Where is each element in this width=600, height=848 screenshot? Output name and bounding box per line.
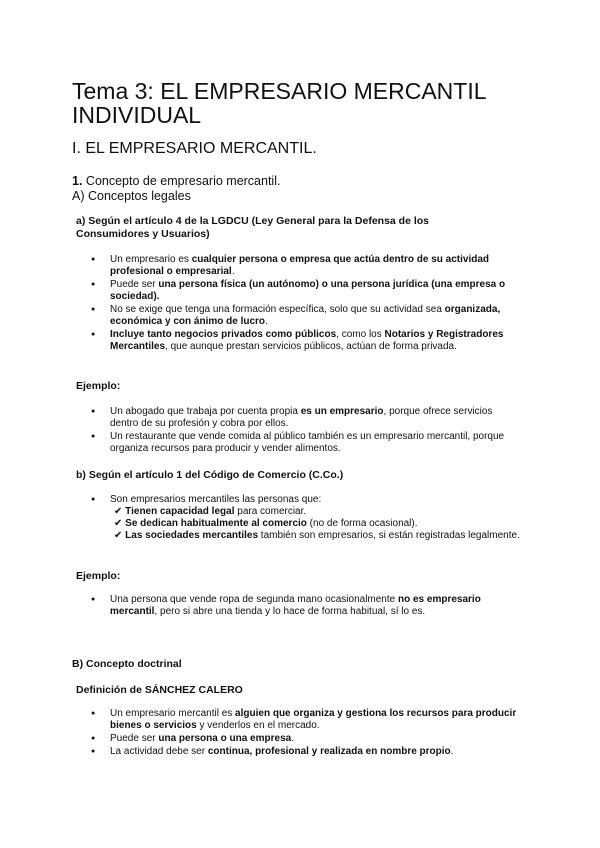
checkmark-icon: ✔ xyxy=(114,530,123,541)
checkmark-icon: ✔ xyxy=(114,518,123,529)
doctrinal-list xyxy=(91,708,521,758)
subsection-number: 1. xyxy=(72,174,83,188)
example-a-list xyxy=(91,406,521,455)
list-item: ● Un abogado que trabaja por cuenta propia es un empresario, porque ofrece servicios dentro de su profesión y cobra por ellos. xyxy=(91,406,521,430)
check-item: ✔ Las sociedades mercantiles también son empresarios, si están registradas legalmente. xyxy=(114,530,520,541)
part-a-heading: A) Conceptos legales xyxy=(72,189,191,203)
list-item: ● Un restaurante que vende comida al público también es un empresario mercantil, porque organiza recursos para producir y vender alimentos. xyxy=(91,431,521,455)
checkmark-icon: ✔ xyxy=(114,506,123,517)
list-item: ● No se exige que tenga una formación específica, solo que su actividad sea organizada, económica y con ánimo de lucro. xyxy=(91,304,521,328)
list-item: ● Puede ser una persona física (un autónomo) o una persona jurídica (una empresa o sociedad). xyxy=(91,279,521,303)
list-item: ● Un empresario mercantil es alguien que organiza y gestiona los recursos para producir bienes o servicios y venderlos en el mercado. xyxy=(91,708,521,732)
check-item: ✔ Se dedican habitualmente al comercio (no de forma ocasional). xyxy=(114,518,418,529)
definition-label: Definición de SÁNCHEZ CALERO xyxy=(76,684,243,696)
legal-b-heading: b) Según el artículo 1 del Código de Comercio (C.Co.) xyxy=(76,469,344,481)
subsection-title xyxy=(72,174,280,188)
list-item: ● La actividad debe ser continua, profesional y realizada en nombre propio. xyxy=(91,746,521,758)
example-b-list xyxy=(91,594,521,618)
list-item: ● Una persona que vende ropa de segunda mano ocasionalmente no es empresario mercantil, pero si abre una tienda y lo hace de forma habitual, sí lo es. xyxy=(91,594,521,618)
list-item: ● Incluye tanto negocios privados como públicos, como los Notarios y Registradores Mercantiles, que aunque prestan servicios públicos, actúan de forma privada. xyxy=(91,329,521,353)
list-item: ● Son empresarios mercantiles las personas que: ✔ Tienen capacidad legal para comerciar. ✔ Se dedican habitualmente al comercio (no de forma ocasional). ✔ Las sociedades mercantiles también son empresarios, si están registradas legalmente. xyxy=(91,494,521,542)
list-item: ● Un empresario es cualquier persona o empresa que actúa dentro de su actividad profesional o empresarial. xyxy=(91,254,521,278)
subsection-text: Concepto de empresario mercantil. xyxy=(85,174,281,188)
example-a-label: Ejemplo: xyxy=(76,380,121,392)
legal-a-heading: a) Según el artículo 4 de la LGDCU (Ley General para la Defensa de los Consumidores y Usuarios) xyxy=(76,215,430,240)
page-title: Tema 3: EL EMPRESARIO MERCANTIL INDIVIDUAL xyxy=(72,78,486,128)
doctrinal-heading: B) Concepto doctrinal xyxy=(72,658,182,670)
check-item: ✔ Tienen capacidad legal para comerciar. xyxy=(114,506,307,517)
list-item: ● Puede ser una persona o una empresa. xyxy=(91,733,521,745)
section-heading: I. EL EMPRESARIO MERCANTIL. xyxy=(72,140,317,157)
legal-b-list xyxy=(91,494,521,542)
legal-a-list xyxy=(91,254,521,353)
example-b-label: Ejemplo: xyxy=(76,570,121,582)
